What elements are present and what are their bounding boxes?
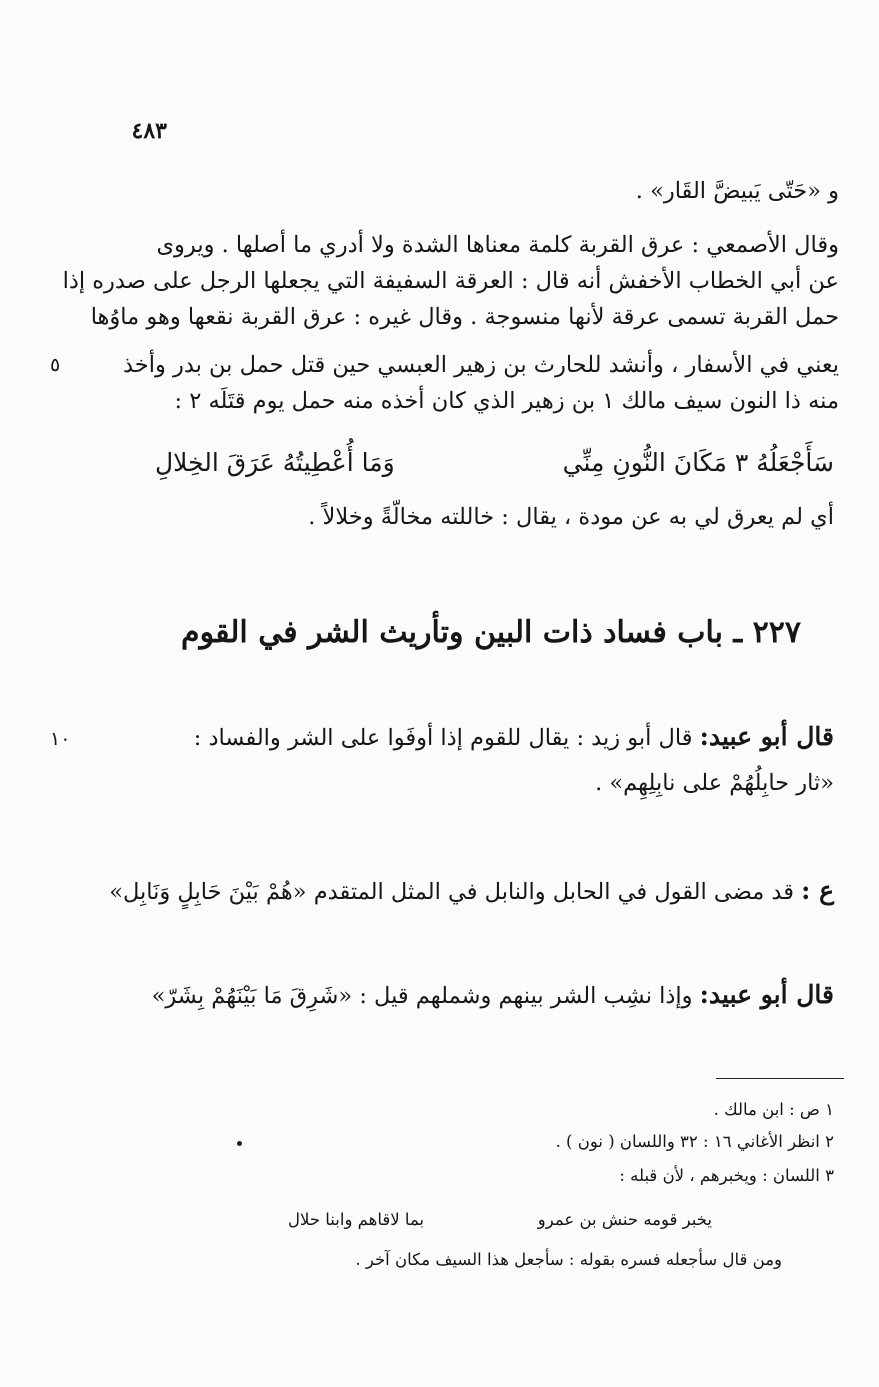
para1-continuation: «ثار حابِلُهُمْ على نابِلِهِم» .	[595, 770, 834, 796]
para1-line	[194, 722, 834, 753]
page-number: ٤٨٣	[131, 118, 167, 144]
para3-line	[152, 980, 834, 1011]
para1-lead: قال أبو عبيد:	[699, 722, 834, 751]
footnote-poem-second-half: بما لاقاهم وابنا حلال	[288, 1210, 425, 1229]
text-line-4: حمل القربة تسمى عرقة لأنها منسوجة . وقال غيره : عرق القربة نقعها وهو ماوُها	[90, 304, 839, 330]
margin-line-number-5: ٥	[50, 354, 61, 376]
footnote-3-ending: ومن قال سأجعله فسره بقوله : سأجعل هذا السيف مكان آخر .	[355, 1250, 782, 1269]
para2-lead: ع :	[801, 876, 834, 905]
footnote-separator	[716, 1078, 844, 1079]
text-line-1: و «حَتّى يَبيضَّ القَار» .	[635, 178, 839, 204]
footnote-1: ١ ص : ابن مالك .	[713, 1100, 834, 1119]
text-line-6: منه ذا النون سيف مالك ١ بن زهير الذي كان أخذه منه حمل يوم قتَلَه ٢ :	[174, 388, 839, 414]
footnote-3: ٣ اللسان : ويخبرهم ، لأن قبله :	[619, 1166, 834, 1185]
verse-second-hemistich: وَمَا أُعْطِيتُهُ عَرَقَ الخِلالِ	[155, 448, 395, 477]
footnote-2: ٢ انظر الأغاني ١٦ : ٣٢ واللسان ( نون ) .	[555, 1132, 834, 1151]
para3-text: وإذا نشِب الشر بينهم وشملهم قيل : «شَرِقَ مَا بَيْنَهُمْ بِشَرّ»	[151, 983, 693, 1009]
text-line-5: يعني في الأسفار ، وأنشد للحارث بن زهير العبسي حين قتل حمل بن بدر وأخذ	[122, 352, 839, 378]
section-heading: ٢٢٧ ـ باب فساد ذات البين وتأريث الشر في القوم	[181, 615, 801, 650]
para3-lead: قال أبو عبيد:	[699, 980, 834, 1009]
footnote-poem-first-half: يخبر قومه حنش بن عمرو	[537, 1210, 712, 1229]
para2-line	[109, 876, 834, 907]
verse-first-hemistich: سَأَجْعَلُهُ ٣ مَكَانَ النُّونِ مِنِّي	[562, 448, 834, 477]
verse-explanation: أي لم يعرق لي به عن مودة ، يقال : خاللته مخالّةً وخلالاً .	[308, 504, 834, 530]
text-line-3: عن أبي الخطاب الأخفش أنه قال : العرقة السفيفة التي يجعلها الرجل على صدره إذا	[62, 268, 839, 294]
para1-text: قال أبو زيد : يقال للقوم إذا أوفَوا على الشر والفساد :	[193, 725, 693, 751]
print-dot	[237, 1141, 242, 1146]
para2-text: قد مضى القول في الحابل والنابل في المثل المتقدم «هُمْ بَيْنَ حَابِلٍ وَنَابِل»	[109, 879, 794, 905]
text-line-2: وقال الأصمعي : عرق القربة كلمة معناها الشدة ولا أدري ما أصلها . ويروى	[156, 232, 839, 258]
margin-line-number-10: ١٠	[50, 728, 71, 750]
